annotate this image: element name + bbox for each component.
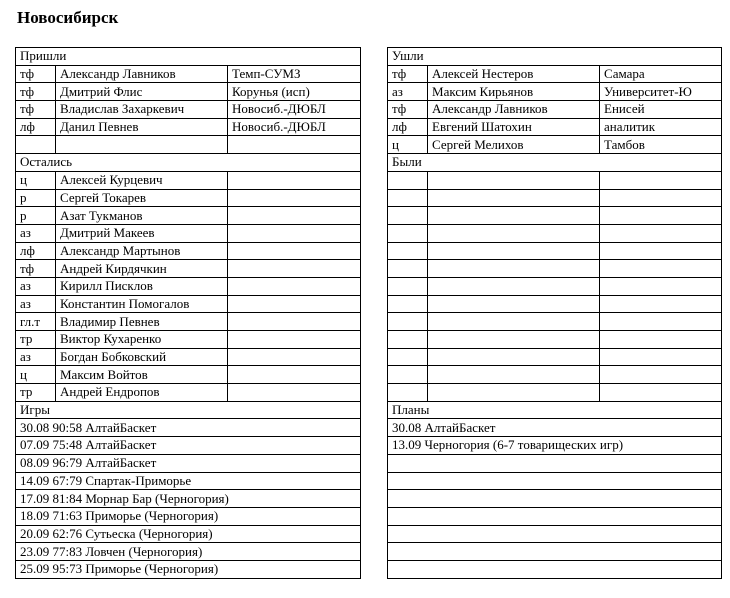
column-gap xyxy=(361,543,388,561)
left_mid-player-name: Алексей Курцевич xyxy=(56,171,228,189)
table-row xyxy=(16,65,722,83)
page-title: Новосибирск xyxy=(17,8,119,27)
left_mid-position: аз xyxy=(16,348,56,366)
left_top-team xyxy=(228,136,361,154)
right_mid-player-name xyxy=(428,366,600,384)
left_top-player-name: Александр Лавников xyxy=(56,65,228,83)
right_bottom-entry xyxy=(388,507,722,525)
right_mid-position xyxy=(388,348,428,366)
column-gap xyxy=(361,277,388,295)
right_mid-team xyxy=(600,242,722,260)
table-row xyxy=(16,366,722,384)
right_mid-team xyxy=(600,171,722,189)
right_top-team: Енисей xyxy=(600,101,722,119)
right_top-team: Университет-Ю xyxy=(600,83,722,101)
table-row xyxy=(16,101,722,119)
right_mid-player-name xyxy=(428,260,600,278)
left_top-position xyxy=(16,136,56,154)
right_mid-team xyxy=(600,207,722,225)
table-row xyxy=(16,490,722,508)
left_mid-position: гл.т xyxy=(16,313,56,331)
table-row xyxy=(16,83,722,101)
table-row xyxy=(16,171,722,189)
left_top-player-name: Владислав Захаркевич xyxy=(56,101,228,119)
column-gap xyxy=(361,136,388,154)
right_bottom-entry xyxy=(388,472,722,490)
column-gap xyxy=(361,454,388,472)
right_mid-team xyxy=(600,189,722,207)
right_top-position: лф xyxy=(388,118,428,136)
table-row xyxy=(16,136,722,154)
column-gap xyxy=(361,242,388,260)
table-row xyxy=(16,118,722,136)
right_mid-team xyxy=(600,277,722,295)
column-gap xyxy=(361,490,388,508)
left_mid-player-name: Дмитрий Макеев xyxy=(56,224,228,242)
left_top-position: лф xyxy=(16,118,56,136)
column-gap xyxy=(361,560,388,578)
right_mid-position xyxy=(388,313,428,331)
column-gap xyxy=(361,366,388,384)
right_mid-player-name xyxy=(428,242,600,260)
right_mid-team xyxy=(600,224,722,242)
right_bottom-entry: 13.09 Черногория (6-7 товарищеских игр) xyxy=(388,437,722,455)
left_top-player-name: Данил Певнев xyxy=(56,118,228,136)
right_mid-position xyxy=(388,189,428,207)
left_mid-team xyxy=(228,242,361,260)
right_mid-position xyxy=(388,295,428,313)
left_mid-team xyxy=(228,260,361,278)
right_mid-player-name xyxy=(428,295,600,313)
left_mid-team xyxy=(228,277,361,295)
column-gap xyxy=(361,401,388,419)
right_mid-position xyxy=(388,207,428,225)
right_mid-position xyxy=(388,260,428,278)
column-gap xyxy=(361,525,388,543)
column-gap xyxy=(361,207,388,225)
table-row xyxy=(16,525,722,543)
left_top-team: Темп-СУМЗ xyxy=(228,65,361,83)
left_mid-team xyxy=(228,171,361,189)
right_top-player-name: Максим Кирьянов xyxy=(428,83,600,101)
left_mid-player-name: Константин Помогалов xyxy=(56,295,228,313)
column-gap xyxy=(361,171,388,189)
left_bottom-entry: 08.09 96:79 АлтайБаскет xyxy=(16,454,361,472)
right_top-position: тф xyxy=(388,65,428,83)
column-gap xyxy=(361,419,388,437)
left_mid-position: лф xyxy=(16,242,56,260)
right_mid-player-name xyxy=(428,348,600,366)
column-gap xyxy=(361,48,388,66)
table-row xyxy=(16,454,722,472)
column-gap xyxy=(361,313,388,331)
left_bottom-entry: 14.09 67:79 Спартак-Приморье xyxy=(16,472,361,490)
left_bottom-entry: 07.09 75:48 АлтайБаскет xyxy=(16,437,361,455)
column-gap xyxy=(361,154,388,172)
left_mid-player-name: Андрей Кирдячкин xyxy=(56,260,228,278)
column-gap xyxy=(361,348,388,366)
right_top-player-name: Александр Лавников xyxy=(428,101,600,119)
right_mid-team xyxy=(600,260,722,278)
table-row xyxy=(16,472,722,490)
left_mid-player-name: Андрей Ендропов xyxy=(56,384,228,402)
right_mid-team xyxy=(600,348,722,366)
column-gap xyxy=(361,65,388,83)
section-header-left_mid: Остались xyxy=(16,154,361,172)
right_mid-player-name xyxy=(428,313,600,331)
left_bottom-entry: 17.09 81:84 Морнар Бар (Черногория) xyxy=(16,490,361,508)
section-header-row xyxy=(16,154,722,172)
left_mid-position: аз xyxy=(16,277,56,295)
left_mid-position: ц xyxy=(16,366,56,384)
section-header-left_bottom: Игры xyxy=(16,401,361,419)
left_mid-position: р xyxy=(16,189,56,207)
right_bottom-entry xyxy=(388,560,722,578)
column-gap xyxy=(361,331,388,349)
left_bottom-entry: 23.09 77:83 Ловчен (Черногория) xyxy=(16,543,361,561)
column-gap xyxy=(361,118,388,136)
left_bottom-entry: 30.08 90:58 АлтайБаскет xyxy=(16,419,361,437)
right_bottom-entry: 30.08 АлтайБаскет xyxy=(388,419,722,437)
right_mid-player-name xyxy=(428,171,600,189)
right_top-team: аналитик xyxy=(600,118,722,136)
right_bottom-entry xyxy=(388,454,722,472)
right_mid-team xyxy=(600,331,722,349)
right_mid-position xyxy=(388,277,428,295)
right_mid-player-name xyxy=(428,331,600,349)
left_bottom-entry: 18.09 71:63 Приморье (Черногория) xyxy=(16,507,361,525)
right_top-position: ц xyxy=(388,136,428,154)
left_top-position: тф xyxy=(16,101,56,119)
section-header-right_bottom: Планы xyxy=(388,401,722,419)
right_top-player-name: Сергей Мелихов xyxy=(428,136,600,154)
section-header-left_top: Пришли xyxy=(16,48,361,66)
left_mid-team xyxy=(228,295,361,313)
left_mid-position: аз xyxy=(16,295,56,313)
table-row xyxy=(16,437,722,455)
table-row xyxy=(16,543,722,561)
right_mid-position xyxy=(388,242,428,260)
column-gap xyxy=(361,189,388,207)
left_mid-team xyxy=(228,384,361,402)
right_top-position: тф xyxy=(388,101,428,119)
column-gap xyxy=(361,101,388,119)
table-row xyxy=(16,189,722,207)
right_mid-player-name xyxy=(428,384,600,402)
right_mid-player-name xyxy=(428,207,600,225)
left_mid-player-name: Богдан Бобковский xyxy=(56,348,228,366)
left_mid-position: тр xyxy=(16,384,56,402)
right_mid-player-name xyxy=(428,189,600,207)
left_mid-team xyxy=(228,224,361,242)
right_mid-position xyxy=(388,366,428,384)
right_top-player-name: Евгений Шатохин xyxy=(428,118,600,136)
table-row xyxy=(16,313,722,331)
left_mid-position: р xyxy=(16,207,56,225)
left_mid-team xyxy=(228,331,361,349)
right_bottom-entry xyxy=(388,525,722,543)
left_mid-player-name: Сергей Токарев xyxy=(56,189,228,207)
left_mid-position: аз xyxy=(16,224,56,242)
column-gap xyxy=(361,437,388,455)
table-row xyxy=(16,277,722,295)
section-header-right_mid: Были xyxy=(388,154,722,172)
left_mid-position: тр xyxy=(16,331,56,349)
left_top-team: Новосиб.-ДЮБЛ xyxy=(228,118,361,136)
column-gap xyxy=(361,260,388,278)
table-row xyxy=(16,295,722,313)
column-gap xyxy=(361,384,388,402)
right_mid-team xyxy=(600,295,722,313)
table-row xyxy=(16,384,722,402)
table-row xyxy=(16,348,722,366)
left_mid-player-name: Кирилл Писклов xyxy=(56,277,228,295)
right_top-team: Самара xyxy=(600,65,722,83)
right_mid-position xyxy=(388,331,428,349)
left_mid-player-name: Максим Войтов xyxy=(56,366,228,384)
table-row xyxy=(16,207,722,225)
right_mid-team xyxy=(600,313,722,331)
column-gap xyxy=(361,472,388,490)
table-row xyxy=(16,331,722,349)
section-header-row xyxy=(16,401,722,419)
right_top-team: Тамбов xyxy=(600,136,722,154)
right_mid-player-name xyxy=(428,277,600,295)
right_mid-position xyxy=(388,171,428,189)
left_mid-team xyxy=(228,366,361,384)
table-row xyxy=(16,224,722,242)
left_mid-position: тф xyxy=(16,260,56,278)
right_mid-position xyxy=(388,384,428,402)
table-row xyxy=(16,260,722,278)
column-gap xyxy=(361,224,388,242)
column-gap xyxy=(361,295,388,313)
left_mid-position: ц xyxy=(16,171,56,189)
left_mid-team xyxy=(228,313,361,331)
left_mid-team xyxy=(228,348,361,366)
left_mid-player-name: Александр Мартынов xyxy=(56,242,228,260)
table-row xyxy=(16,242,722,260)
left_top-team: Корунья (исп) xyxy=(228,83,361,101)
left_mid-player-name: Азат Тукманов xyxy=(56,207,228,225)
left_mid-player-name: Виктор Кухаренко xyxy=(56,331,228,349)
left_bottom-entry: 20.09 62:76 Сутьеска (Черногория) xyxy=(16,525,361,543)
left_top-position: тф xyxy=(16,65,56,83)
roster-table xyxy=(15,47,722,579)
right_mid-position xyxy=(388,224,428,242)
table-row xyxy=(16,419,722,437)
left_bottom-entry: 25.09 95:73 Приморье (Черногория) xyxy=(16,560,361,578)
column-gap xyxy=(361,83,388,101)
right_top-player-name: Алексей Нестеров xyxy=(428,65,600,83)
left_top-player-name: Дмитрий Флис xyxy=(56,83,228,101)
right_top-position: аз xyxy=(388,83,428,101)
left_mid-team xyxy=(228,189,361,207)
table-row xyxy=(16,507,722,525)
left_mid-player-name: Владимир Певнев xyxy=(56,313,228,331)
right_mid-player-name xyxy=(428,224,600,242)
right_bottom-entry xyxy=(388,490,722,508)
section-header-right_top: Ушли xyxy=(388,48,722,66)
right_bottom-entry xyxy=(388,543,722,561)
left_top-position: тф xyxy=(16,83,56,101)
column-gap xyxy=(361,507,388,525)
left_mid-team xyxy=(228,207,361,225)
right_mid-team xyxy=(600,384,722,402)
left_top-team: Новосиб.-ДЮБЛ xyxy=(228,101,361,119)
section-header-row xyxy=(16,48,722,66)
right_mid-team xyxy=(600,366,722,384)
table-row xyxy=(16,560,722,578)
left_top-player-name xyxy=(56,136,228,154)
